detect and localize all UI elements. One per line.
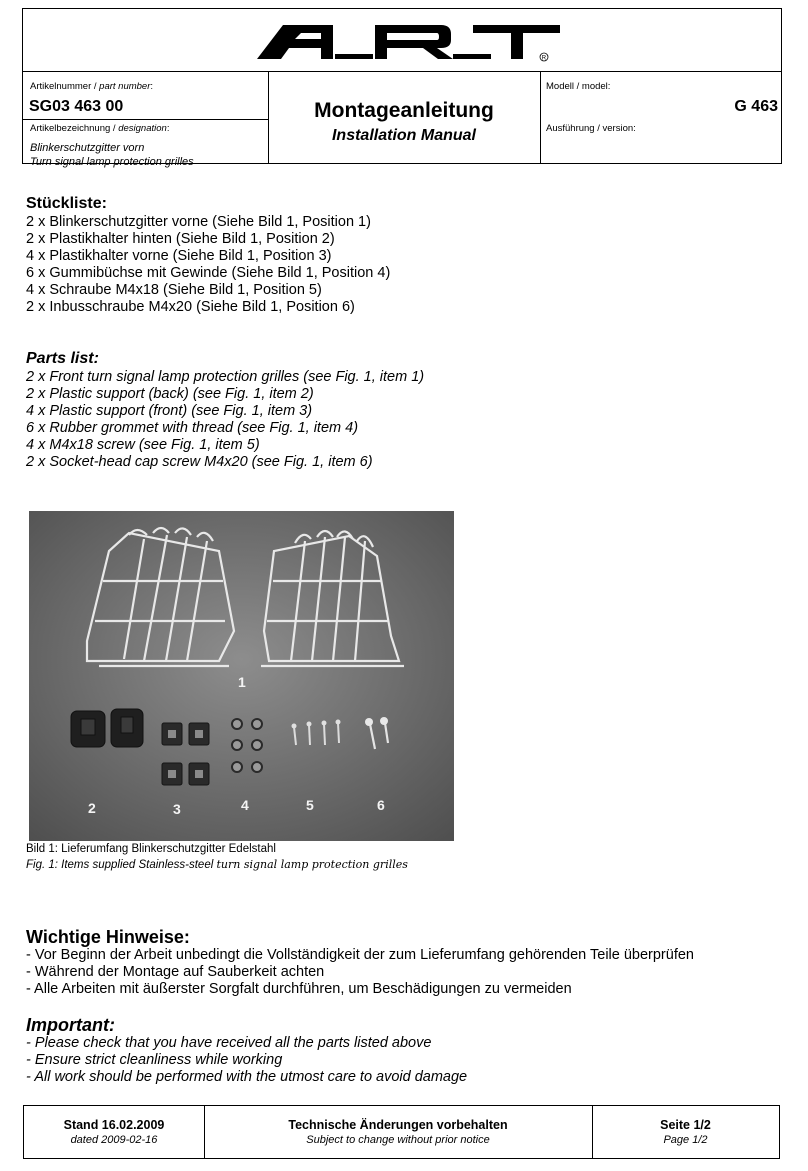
parts-photo	[29, 511, 454, 841]
list-item: 2 x Blinkerschutzgitter vorne (Siehe Bild 1, Position 1)	[26, 214, 371, 230]
figure-label-3: 3	[173, 801, 181, 817]
figure-label-6: 6	[377, 797, 385, 813]
document-header	[22, 8, 782, 168]
list-item: 2 x Inbusschraube M4x20 (Siehe Bild 1, Position 6)	[26, 299, 355, 315]
logo-row	[23, 9, 781, 72]
svg-text:R: R	[541, 55, 547, 62]
notes-list-en	[26, 1035, 467, 1086]
list-item: 2 x Plastikhalter hinten (Siehe Bild 1, Position 2)	[26, 231, 335, 247]
footer-page: Seite 1/2 Page 1/2	[660, 1118, 711, 1146]
part-number: SG03 463 00	[29, 98, 124, 115]
figure-label-1: 1	[238, 674, 246, 690]
notes-heading-de: Wichtige Hinweise:	[26, 927, 190, 947]
parts-list-de	[26, 214, 390, 316]
notes-list-de	[26, 947, 694, 998]
model-label: Modell / model:	[546, 81, 611, 92]
model-value: G 463	[734, 98, 778, 115]
list-item: - All work should be performed with the utmost care to avoid damage	[26, 1069, 468, 1085]
footer-changes: Technische Änderungen vorbehalten Subject to change without prior notice	[288, 1118, 508, 1146]
part-info-cell	[23, 71, 269, 168]
designation-label: Artikelbezeichnung / designation:	[30, 123, 170, 134]
notes-heading-en: Important:	[26, 1015, 115, 1035]
list-item: 4 x Schraube M4x18 (Siehe Bild 1, Position 5)	[26, 282, 322, 298]
list-item: 2 x Front turn signal lamp protection grilles (see Fig. 1, item 1)	[26, 369, 425, 385]
handwritten-caption: turn signal lamp protection grilles	[216, 858, 408, 871]
parts-heading-de: Stückliste:	[26, 195, 107, 212]
list-item: 4 x Plastic support (front) (see Fig. 1, item 3)	[26, 403, 313, 419]
figure-label-2: 2	[88, 800, 96, 816]
designation-de: Blinkerschutzgitter vorn	[30, 142, 145, 154]
list-item: 4 x M4x18 screw (see Fig. 1, item 5)	[26, 437, 260, 453]
designation-en: Turn signal lamp protection grilles	[30, 156, 194, 168]
parts-heading-en: Parts list:	[26, 350, 99, 367]
list-item: 2 x Socket-head cap screw M4x20 (see Fig. 1, item 6)	[26, 454, 373, 470]
model-info-cell	[540, 71, 782, 163]
list-item: - Alle Arbeiten mit äußerster Sorgfalt durchführen, um Beschädigungen zu vermeiden	[26, 981, 572, 997]
list-item: - Please check that you have received all the parts listed above	[26, 1035, 432, 1051]
list-item: 6 x Gummibüchse mit Gewinde (Siehe Bild 1, Position 4)	[26, 265, 391, 281]
list-item: - Ensure strict cleanliness while working	[26, 1052, 283, 1068]
list-item: - Vor Beginn der Arbeit unbedingt die Vollständigkeit der zum Lieferumfang gehörenden Teile überprüfen	[26, 947, 694, 963]
list-item: - Während der Montage auf Sauberkeit achten	[26, 964, 325, 980]
list-item: 4 x Plastikhalter vorne (Siehe Bild 1, Position 3)	[26, 248, 332, 264]
footer-date: Stand 16.02.2009 dated 2009-02-16	[63, 1118, 165, 1146]
list-item: 2 x Plastic support (back) (see Fig. 1, item 2)	[26, 386, 314, 402]
figure-label-5: 5	[306, 797, 314, 813]
figure-caption-en: Fig. 1: Items supplied Stainless-steel turn signal lamp protection grilles	[26, 858, 408, 871]
title-de: Montageanleitung	[314, 99, 494, 122]
art-logo	[255, 21, 565, 63]
part-number-label: Artikelnummer / part number:	[30, 81, 154, 92]
version-label: Ausführung / version:	[546, 123, 636, 134]
title-en: Installation Manual	[331, 127, 476, 144]
list-item: 6 x Rubber grommet with thread (see Fig. 1, item 4)	[26, 420, 359, 436]
figure-caption-de: Bild 1: Lieferumfang Blinkerschutzgitter Edelstahl	[26, 843, 276, 855]
figure-label-4: 4	[241, 797, 249, 813]
parts-list-en	[26, 369, 424, 471]
document-footer	[23, 1105, 780, 1159]
